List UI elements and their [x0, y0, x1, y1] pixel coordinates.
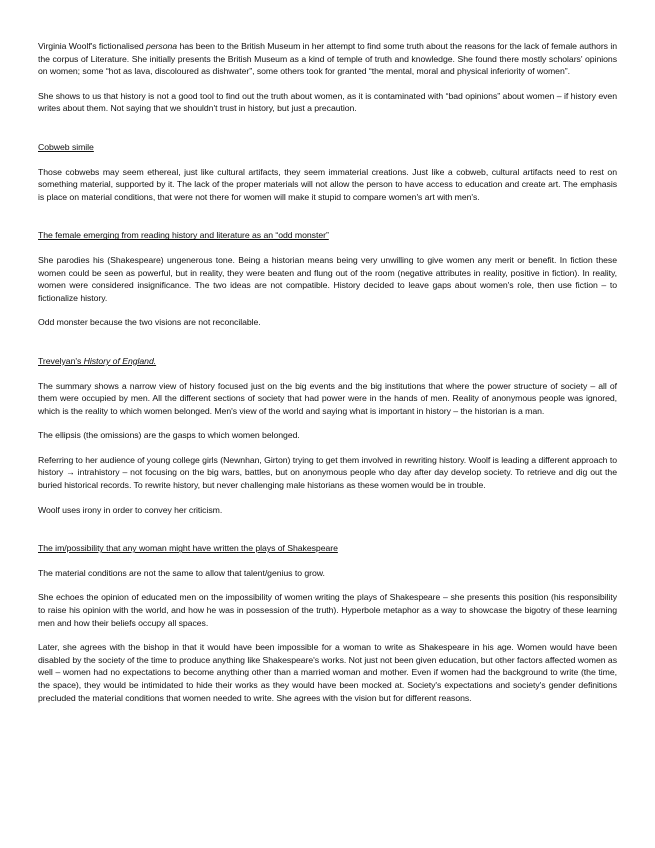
paragraph-echoes: She echoes the opinion of educated men on the impossibility of women writing the plays of Shakespeare – she presents this position (his responsibility to raise his opinion with the world, and how he was in possession of the truth). Hyperbole metaphor as a way to showcase the bigotry of these learning men and how their beliefs occupy all spaces. — [38, 592, 617, 628]
paragraph-odd-monster: Odd monster because the two visions are not reconcilable. — [38, 317, 261, 328]
paragraph-bishop: Later, she agrees with the bishop in that it would have been impossible for a woman to write as Shakespeare in his age. Women would have been disabled by the society of the time to produce anything like Shakespeare's works. Not just not been given education, but other factors affected women as well – women had no expectations to become anything other than a married woman and mother. Even if women had the background to write (the time, the space), they would be intimidated to hide their works as they would have been mocked at. Society's expectations and society's gender definitions precluded the material conditions that women needed to write. She agrees with the vision but for different reasons. — [38, 642, 617, 703]
persona-italic: persona — [146, 41, 178, 51]
heading-odd-monster: The female emerging from reading history and literature as an “odd monster” — [38, 230, 329, 241]
paragraph-ellipsis: The ellipsis (the omissions) are the gasps to which women belonged. — [38, 430, 300, 441]
paragraph-british-museum: Virginia Woolf's fictionalised persona has been to the British Museum in her attempt to find some truth about the reasons for the lack of female authors in the corpus of Literature. She initially presents the British Museum as a kind of temple of truth and knowledge. She found there mostly scholars' opinions on women; some “hot as lava, discoloured as dishwater”, some others took for granted “the mental, moral and physical inferiority of women”. — [38, 41, 618, 77]
paragraph-summary: The summary shows a narrow view of history focused just on the big events and the big institutions that where the power structure of society – all of them were occupied by men. All the different sections of society that had power were in the hands of men. Reality of anonymous people was ignored, which is the reality to which women belonged. Men's view of the world and saying what is important in history – the historian is a man. — [38, 380, 617, 416]
heading-shakespeare: The im/possibility that any woman might have written the plays of Shakespeare — [38, 543, 338, 554]
paragraph-irony: Woolf uses irony in order to convey her criticism. — [38, 504, 223, 515]
trevelyan-title-italic: History of England. — [83, 355, 157, 366]
paragraph-audience: Referring to her audience of young college girls (Newnhan, Girton) trying to get them involved in rewriting history. Woolf is leading a different approach to history → intrahistory – not focusing on the big wars, battles, but on anonymous people who day after day develop society. To retrieve and dig out the buried historical records. To rewrite history, but never challenging male historians as these women would be in trouble. — [38, 454, 617, 491]
paragraph-history-tool: She shows to us that history is not a good tool to find out the truth about women, as it is contaminated with “bad opinions” about women – if history even writes about them. Not saying that we shouldn't trust in history, but just a precaution. — [38, 90, 617, 114]
heading-cobweb-simile: Cobweb simile — [38, 141, 94, 152]
paragraph-parodies: She parodies his (Shakespeare) ungenerous tone. Being a historian means being very unwilling to give women any merit or benefit. In fiction these women could be seen as powerful, but in reality, they were beaten and flung out of the room (negative attributes in reality, positive in fiction). In reality, women were considered insignificance. The two ideas are not compatible. History decided to leave gaps about women's role, then use fiction – to fictionalize history. — [38, 254, 617, 303]
paragraph-material-conditions: The material conditions are not the same to allow that talent/genius to grow. — [38, 567, 325, 578]
paragraph-cobwebs: Those cobwebs may seem ethereal, just like cultural artifacts, they seem immaterial creations. Just like a cobweb, cultural artifacts need to rest on something material, supported by it. The lack of the proper materials will not allow the person to have access to education and create art. The emphasis is place on material conditions, that were not there for women will make it stupid to compare women's art with men's. — [38, 166, 617, 202]
heading-trevelyan: Trevelyan's History of England. — [38, 355, 157, 366]
